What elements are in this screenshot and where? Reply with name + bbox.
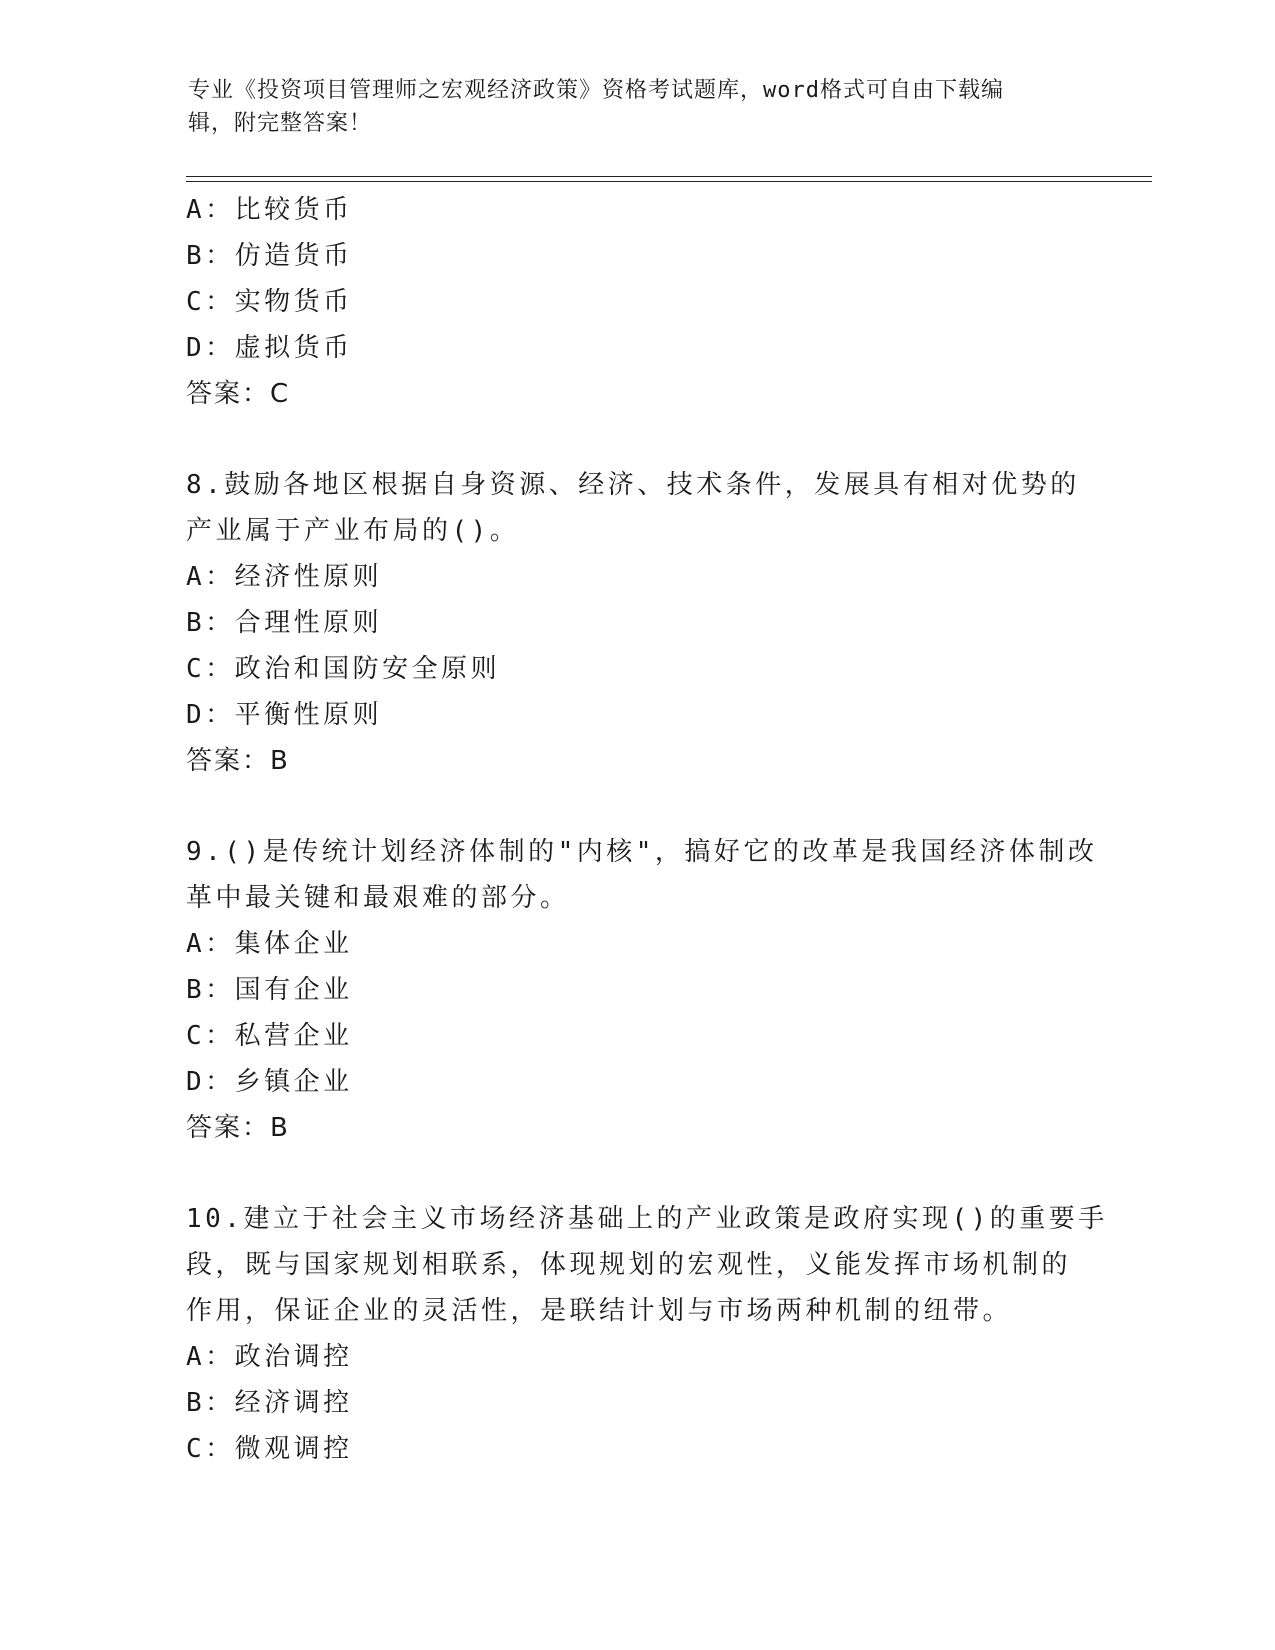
option-b: B：合理性原则 <box>186 608 383 638</box>
question-text-line: 8.鼓励各地区根据自身资源、经济、技术条件，发展具有相对优势的 <box>186 470 1080 500</box>
option-a: A：集体企业 <box>186 929 353 959</box>
answer: 答案：B <box>186 1113 290 1143</box>
header-divider-top <box>186 176 1152 177</box>
option-a: A：政治调控 <box>186 1342 353 1372</box>
question-gap <box>186 417 1106 462</box>
question-content <box>186 187 1106 1472</box>
option-a: A：比较货币 <box>186 195 353 225</box>
question-text-line: 作用，保证企业的灵活性，是联结计划与市场两种机制的纽带。 <box>186 1296 1013 1326</box>
question-8 <box>186 462 1106 784</box>
option-c: C：私营企业 <box>186 1021 353 1051</box>
option-d: D：虚拟货币 <box>186 333 353 363</box>
question-text-line: 10.建立于社会主义市场经济基础上的产业政策是政府实现()的重要手 <box>186 1204 1108 1234</box>
option-b: B：国有企业 <box>186 975 353 1005</box>
question-10 <box>186 1196 1106 1472</box>
question-text-line: 革中最关键和最艰难的部分。 <box>186 883 570 913</box>
option-c: C：政治和国防安全原则 <box>186 654 501 684</box>
question-gap <box>186 1151 1106 1196</box>
answer: 答案：B <box>186 746 290 776</box>
option-b: B：仿造货币 <box>186 241 353 271</box>
question-text-line: 段，既与国家规划相联系，体现规划的宏观性，义能发挥市场机制的 <box>186 1250 1072 1280</box>
option-c: C：微观调控 <box>186 1434 353 1464</box>
question-text-line: 9.()是传统计划经济体制的"内核"，搞好它的改革是我国经济体制改 <box>186 837 1098 867</box>
question-gap <box>186 784 1106 829</box>
header-divider-bottom <box>186 181 1152 182</box>
question-text-line: 产业属于产业布局的()。 <box>186 516 520 546</box>
answer: 答案：C <box>186 379 291 409</box>
header-line-1: 专业《投资项目管理师之宏观经济政策》资格考试题库，word格式可自由下载编 <box>188 78 1004 103</box>
document-header <box>188 74 1068 140</box>
option-b: B：经济调控 <box>186 1388 353 1418</box>
option-a: A：经济性原则 <box>186 562 383 592</box>
option-d: D：乡镇企业 <box>186 1067 353 1097</box>
header-line-2: 辑，附完整答案！ <box>188 111 373 136</box>
option-c: C：实物货币 <box>186 287 353 317</box>
question-9 <box>186 829 1106 1151</box>
question-7 <box>186 187 1106 417</box>
option-d: D：平衡性原则 <box>186 700 383 730</box>
